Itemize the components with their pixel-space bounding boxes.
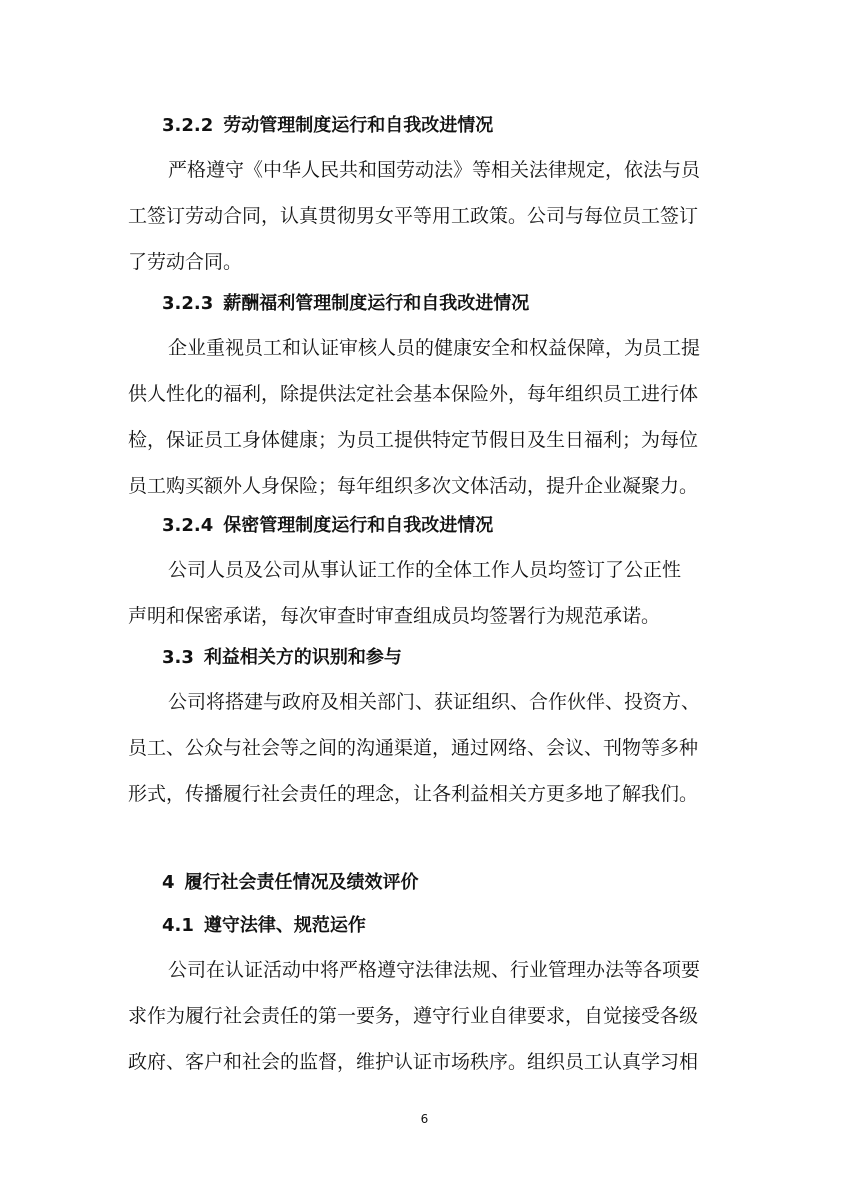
section-number: 3.3: [162, 647, 194, 668]
section-number: 4.1: [162, 915, 194, 936]
section-heading-3-2-2: [162, 114, 493, 138]
section-paragraph-3-2-4: [128, 547, 722, 639]
section-heading-3-3: [162, 646, 402, 670]
section-title: 遵守法律、规范运作: [203, 915, 366, 936]
section-paragraph-3-2-2: [128, 147, 722, 285]
section-heading-3-2-4: [162, 514, 493, 538]
paragraph-line: 了劳动合同。: [128, 251, 243, 273]
section-heading-4-1: [162, 914, 366, 938]
paragraph-line: 政府、客户和社会的监督，维护认证市场秩序。组织员工认真学习相: [128, 1051, 699, 1073]
paragraph-line: 求作为履行社会责任的第一要务，遵守行业自律要求，自觉接受各级: [128, 1005, 699, 1027]
paragraph-line: 公司在认证活动中将严格遵守法律法规、行业管理办法等各项要: [168, 959, 701, 981]
paragraph-line: 公司将搭建与政府及相关部门、获证组织、合作伙伴、投资方、: [168, 691, 701, 713]
paragraph-line: 企业重视员工和认证审核人员的健康安全和权益保障，为员工提: [168, 337, 701, 359]
section-title: 劳动管理制度运行和自我改进情况: [223, 115, 494, 136]
section-heading-4: [162, 871, 419, 895]
paragraph-line: 公司人员及公司从事认证工作的全体工作人员均签订了公正性: [168, 559, 682, 581]
section-number: 4: [162, 872, 175, 893]
section-heading-3-2-3: [162, 292, 529, 316]
section-title: 保密管理制度运行和自我改进情况: [223, 515, 494, 536]
section-paragraph-3-3: [128, 679, 722, 817]
section-title: 薪酬福利管理制度运行和自我改进情况: [223, 293, 530, 314]
paragraph-line: 形式，传播履行社会责任的理念，让各利益相关方更多地了解我们。: [128, 783, 699, 805]
paragraph-line: 声明和保密承诺，每次审查时审查组成员均签署行为规范承诺。: [128, 605, 661, 627]
paragraph-line: 工签订劳动合同，认真贯彻男女平等用工政策。公司与每位员工签订: [128, 205, 699, 227]
section-number: 3.2.4: [162, 515, 214, 536]
section-number: 3.2.3: [162, 293, 214, 314]
paragraph-line: 员工购买额外人身保险；每年组织多次文体活动，提升企业凝聚力。: [128, 475, 699, 497]
paragraph-line: 供人性化的福利，除提供法定社会基本保险外，每年组织员工进行体: [128, 383, 699, 405]
section-title: 履行社会责任情况及绩效评价: [184, 872, 419, 893]
paragraph-line: 员工、公众与社会等之间的沟通渠道，通过网络、会议、刊物等多种: [128, 737, 699, 759]
paragraph-line: 严格遵守《中华人民共和国劳动法》等相关法律规定，依法与员: [168, 159, 701, 181]
section-paragraph-3-2-3: [128, 325, 722, 509]
page-number: 6: [420, 1112, 429, 1126]
section-paragraph-4-1: [128, 947, 722, 1085]
paragraph-line: 检，保证员工身体健康；为员工提供特定节假日及生日福利；为每位: [128, 429, 699, 451]
section-title: 利益相关方的识别和参与: [203, 647, 402, 668]
section-number: 3.2.2: [162, 115, 214, 136]
